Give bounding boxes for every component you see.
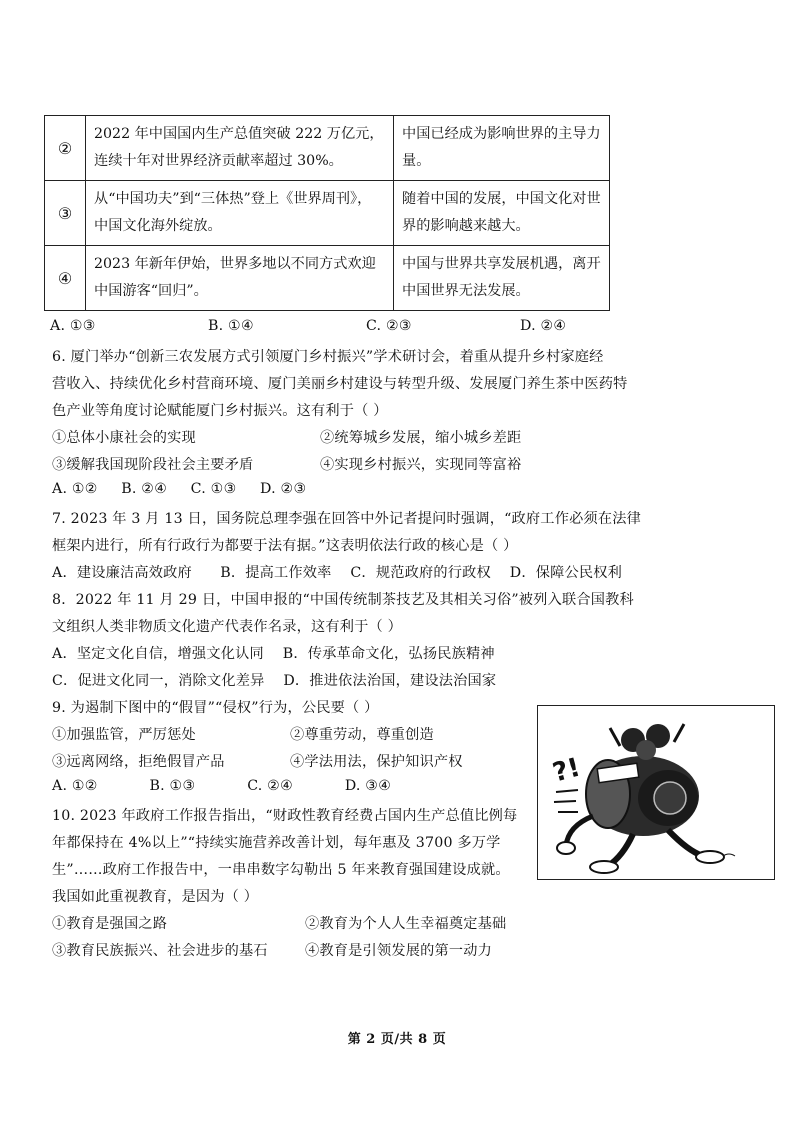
q5-option-b: B. ①④ [208,318,254,334]
q6-item-4: ④实现乡村振兴，实现同等富裕 [320,457,522,473]
q6-item-1: ①总体小康社会的实现 [52,430,196,446]
cartoon-symbol: ?! [549,752,584,789]
q10-item-3: ③教育民族振兴、社会进步的基石 [52,943,268,959]
table-row [45,181,610,246]
infringement-cartoon [537,705,775,880]
q9-item-1: ①加强监管，严厉惩处 [52,727,196,743]
q5-option-a: A. ①③ [50,318,96,334]
conclusion-cell: 中国已经成为影响世界的主导力量。 [394,116,610,181]
row-number: ④ [45,246,86,311]
q10-item-4: ④教育是引领发展的第一动力 [305,943,493,959]
material-cell: 2023 年新年伊始，世界多地以不同方式欢迎中国游客“回归”。 [86,246,394,311]
q5-option-d: D. ②④ [520,318,567,334]
page-footer: 第 2 页/共 8 页 [347,1032,447,1047]
q10-item-1: ①教育是强国之路 [52,916,168,932]
q6-item-3: ③缓解我国现阶段社会主要矛盾 [52,457,254,473]
q10-stem-line1: 10. 2023 年政府工作报告指出，“财政性教育经费占国内生产总值比例每 [52,808,518,824]
q8-options-cd: C．促进文化同一，消除文化差异 D．推进依法治国，建设法治国家 [52,673,497,689]
table-row [45,116,610,181]
q9-item-4: ④学法用法，保护知识产权 [290,754,463,770]
material-cell: 从“中国功夫”到“三体热”登上《世界周刊》，中国文化海外绽放。 [86,181,394,246]
q10-item-2: ②教育为个人人生幸福奠定基础 [305,916,507,932]
cartoon-drawing [538,706,774,879]
material-cell: 2022 年中国国内生产总值突破 222 万亿元，连续十年对世界经济贡献率超过 30%。 [86,116,394,181]
q9-item-3: ③远离网络，拒绝假冒产品 [52,754,225,770]
q5-option-c: C. ②③ [366,318,412,334]
q10-stem-line3: 生”……政府工作报告中，一串串数字勾勒出 5 年来教育强国建设成就。 [52,862,510,878]
q9-stem: 9. 为遏制下图中的“假冒”“侵权”行为，公民要（ ） [52,700,379,716]
q6-item-2: ②统筹城乡发展，缩小城乡差距 [320,430,522,446]
q7-stem-line1: 7. 2023 年 3 月 13 日，国务院总理李强在回答中外记者提问时强调，“政府工作必须在法律 [52,511,642,527]
q6-stem-line1: 6. 厦门举办“创新三农发展方式引领厦门乡村振兴”学术研讨会，着重从提升乡村家庭经 [52,349,604,365]
q8-stem-line2: 文组织人类非物质文化遗产代表作名录，这有利于（ ） [52,619,403,635]
row-number: ③ [45,181,86,246]
q10-stem-line4: 我国如此重视教育，是因为（ ） [52,889,259,905]
q8-options-ab: A．坚定文化自信，增强文化认同 B．传承革命文化，弘扬民族精神 [52,646,495,662]
q8-stem-line1: 8．2022 年 11 月 29 日，中国申报的“中国传统制茶技艺及其相关习俗”被列入联合国教科 [52,592,634,608]
row-number: ② [45,116,86,181]
q7-stem-line2: 框架内进行，所有行政行为都要于法有据。”这表明依法行政的核心是（ ） [52,538,518,554]
q6-stem-line3: 色产业等角度讨论赋能厦门乡村振兴。这有利于（ ） [52,403,388,419]
table-row [45,246,610,311]
q6-options: A. ①② B. ②④ C. ①③ D. ②③ [52,481,307,497]
conclusion-cell: 随着中国的发展，中国文化对世界的影响越来越大。 [394,181,610,246]
q9-options: A. ①② B. ①③ C. ②④ D. ③④ [52,778,392,794]
q6-stem-line2: 营收入、持续优化乡村营商环境、厦门美丽乡村建设与转型升级、发展厦门养生茶中医药特 [52,376,628,392]
conclusion-cell: 中国与世界共享发展机遇，离开中国世界无法发展。 [394,246,610,311]
q7-options: A．建设廉洁高效政府 B．提高工作效率 C．规范政府的行政权 D．保障公民权利 [52,565,623,581]
q9-item-2: ②尊重劳动，尊重创造 [290,727,434,743]
q10-stem-line2: 年都保持在 4%以上”“持续实施营养改善计划，每年惠及 3700 多万学 [52,835,501,851]
q5-table [44,115,610,311]
